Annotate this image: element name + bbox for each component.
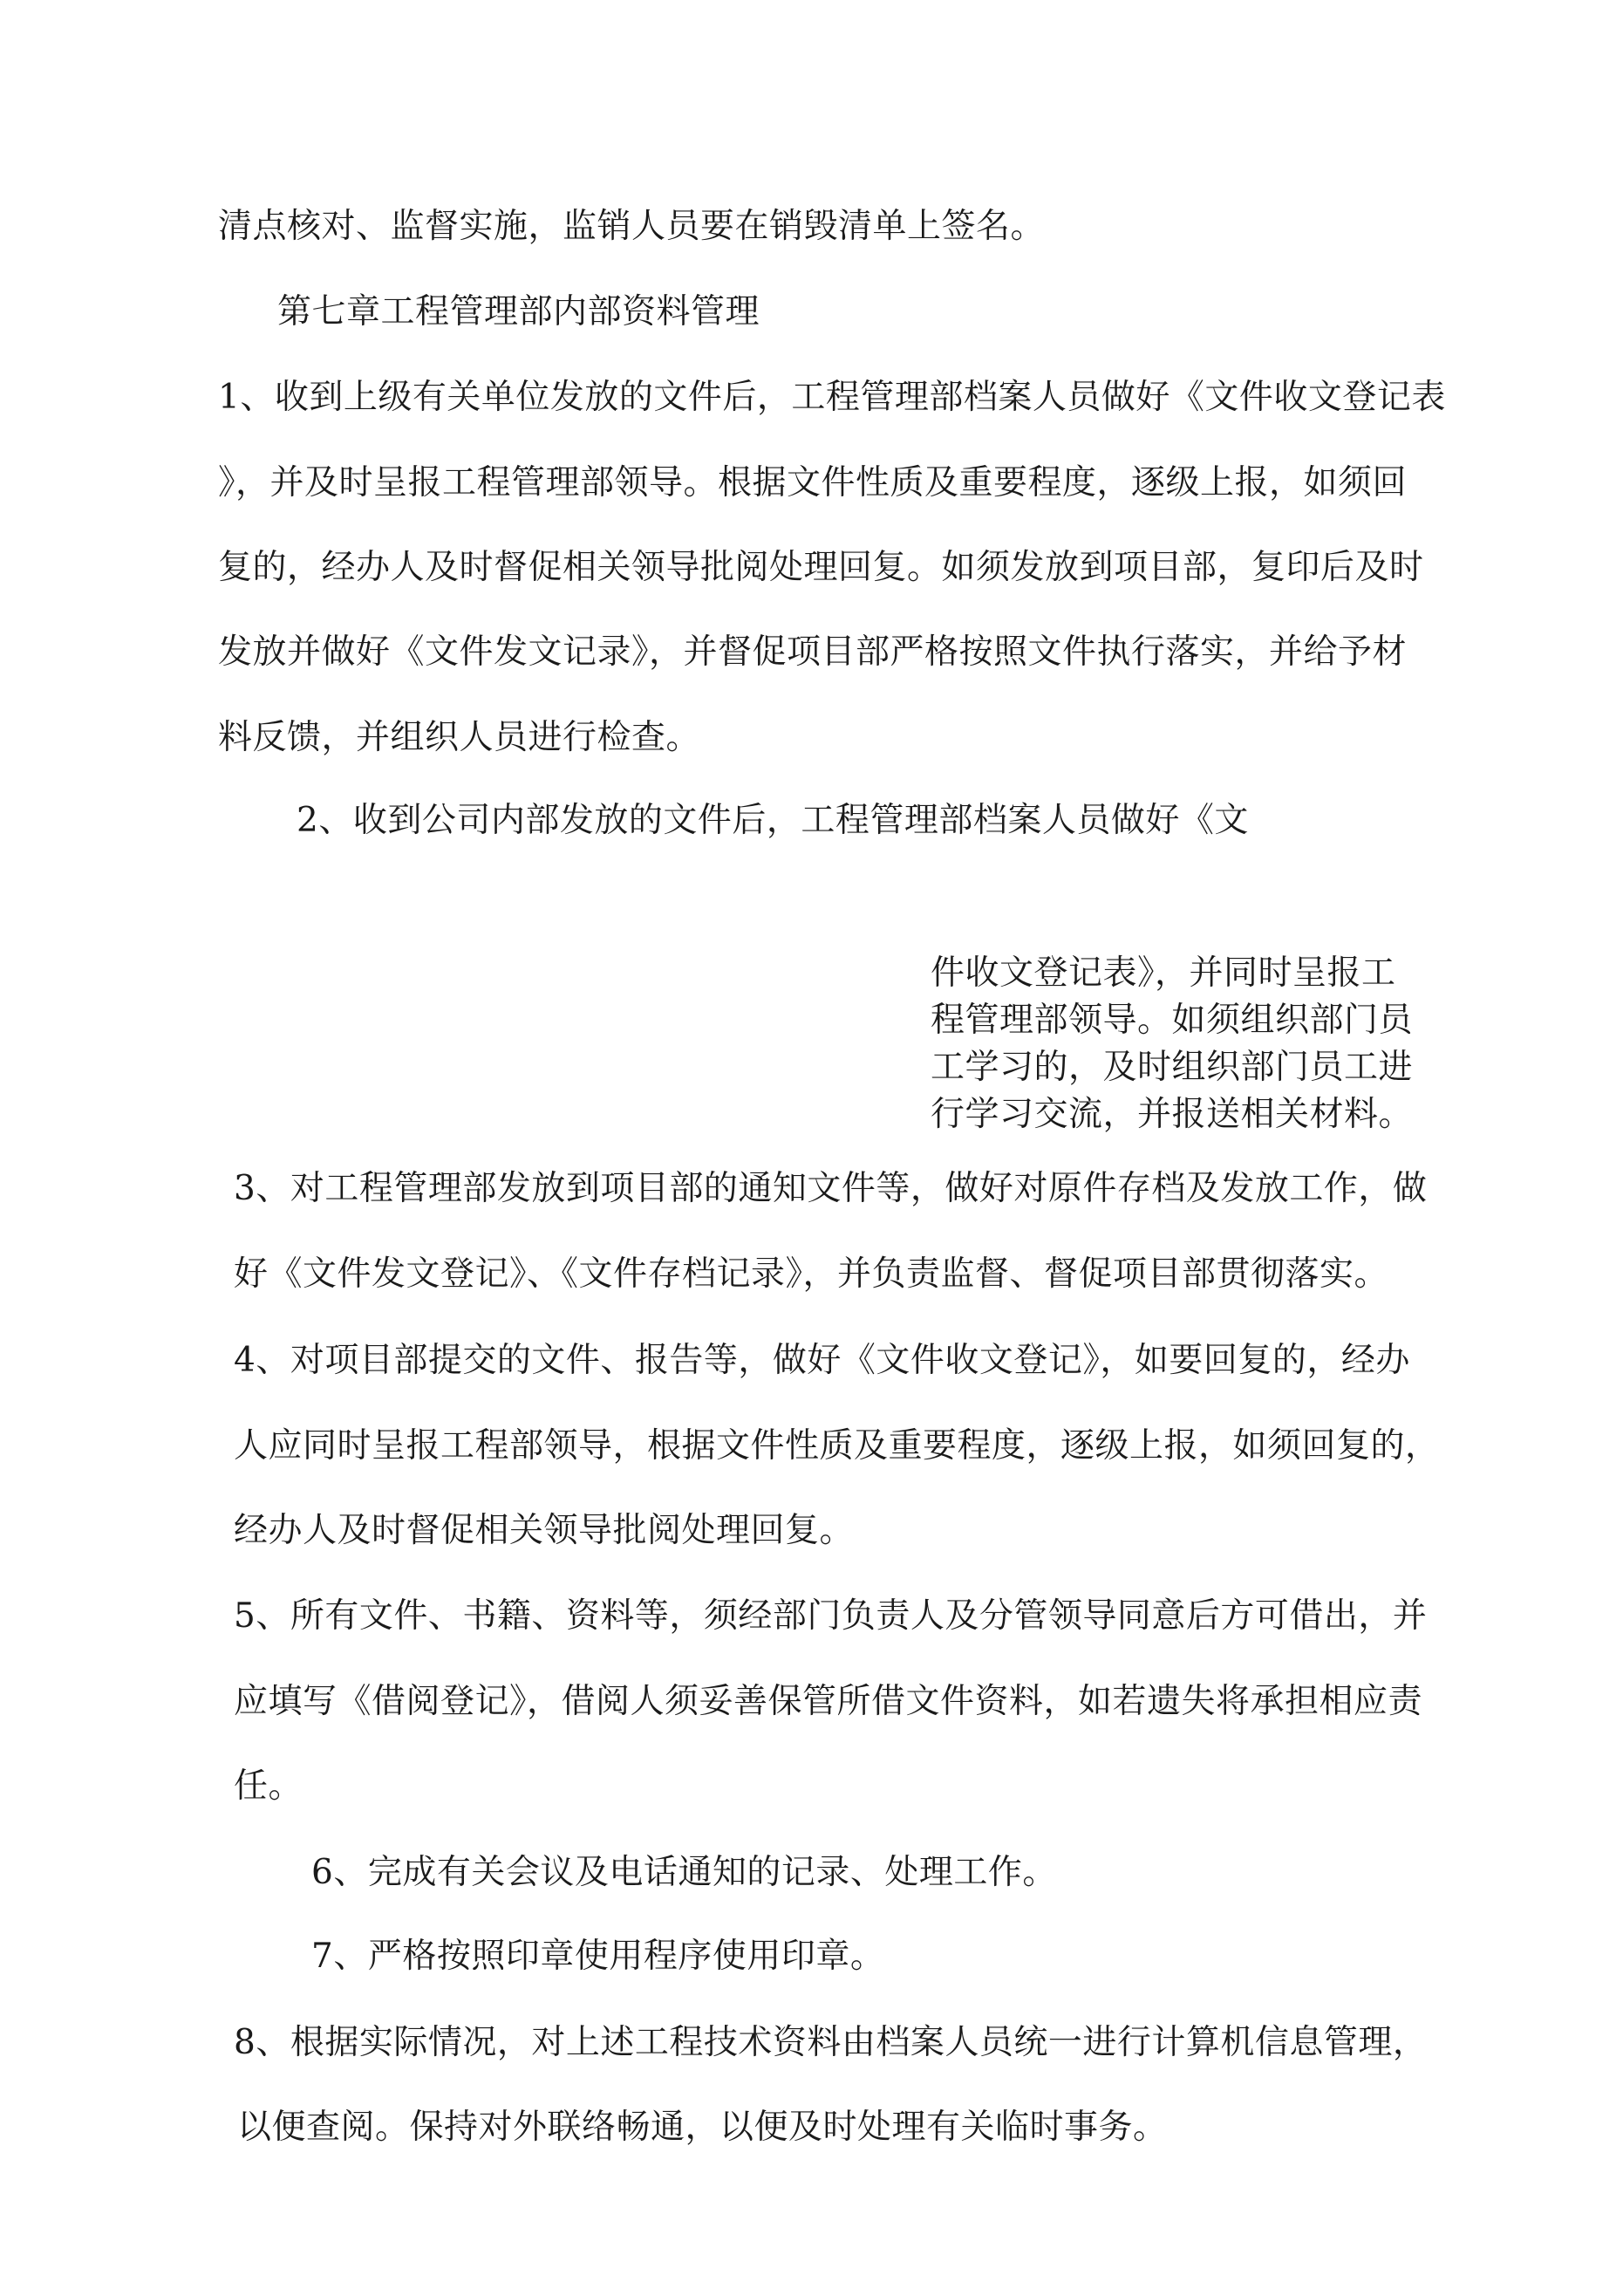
paragraph-3-line-1: 3、对工程管理部发放到项目部的通知文件等，做好对原件存档及发放工作，做 — [234, 1169, 1428, 1208]
paragraph-4-line-1: 4、对项目部提交的文件、报告等，做好《文件收文登记》，如要回复的，经办 — [234, 1341, 1410, 1380]
paragraph-line: 清点核对、监督实施，监销人员要在销毁清单上签名。 — [218, 207, 1046, 246]
paragraph-3-line-2: 好《文件发文登记》、《文件存档记录》，并负责监督、督促项目部贯彻落实。 — [234, 1254, 1389, 1294]
paragraph-1-line-1 — [218, 377, 1446, 419]
paragraph-2-cont-line-1: 件收文登记表》，并同时呈报工 — [931, 953, 1396, 993]
paragraph-1-line-4: 发放并做好《文件发文记录》，并督促项目部严格按照文件执行落实，并给予材 — [218, 632, 1408, 672]
paragraph-5-line-2: 应填写《借阅登记》，借阅人须妥善保管所借文件资料，如若遗失将承担相应责 — [234, 1682, 1423, 1721]
chapter-heading: 第七章工程管理部内部资料管理 — [277, 292, 760, 331]
paragraph-8-line-2: 以便查阅。保持对外联络畅通，以便及时处理有关临时事务。 — [237, 2108, 1168, 2147]
paragraph-4-line-2: 人应同时呈报工程部领导，根据文件性质及重要程度，逐级上报，如须回复的， — [234, 1426, 1440, 1466]
paragraph-1-line-2: 》，并及时呈报工程管理部领导。根据文件性质及重要程度，逐级上报，如须回 — [218, 463, 1408, 502]
text: 1、收到上级有关单位发放的文件后，工程管理部档案人员做好《文件收文登记表 — [218, 378, 1446, 417]
paragraph-2-cont-line-2: 程管理部领导。如须组织部门员 — [931, 1001, 1414, 1040]
paragraph-5-line-3: 任。 — [234, 1766, 303, 1806]
paragraph-7: 7、严格按照印章使用程序使用印章。 — [311, 1937, 885, 1976]
paragraph-5-line-1: 5、所有文件、书籍、资料等，须经部门负责人及分管领导同意后方可借出，并 — [234, 1596, 1428, 1636]
paragraph-1-line-3: 复的，经办人及时督促相关领导批阅处理回复。如须发放到项目部，复印后及时 — [218, 548, 1424, 587]
paragraph-2-line-1: 2、收到公司内部发放的文件后，工程管理部档案人员做好《文 — [297, 801, 1249, 840]
paragraph-6: 6、完成有关会议及电话通知的记录、处理工作。 — [311, 1853, 1057, 1892]
paragraph-2-cont-line-3: 工学习的，及时组织部门员工进 — [931, 1048, 1414, 1087]
paragraph-1-line-5: 料反馈，并组织人员进行检查。 — [218, 718, 701, 757]
paragraph-4-line-3: 经办人及时督促相关领导批阅处理回复。 — [234, 1511, 855, 1550]
paragraph-2-cont-line-4: 行学习交流，并报送相关材料。 — [931, 1095, 1414, 1134]
paragraph-8-line-1: 8、根据实际情况，对上述工程技术资料由档案人员统一进行计算机信息管理， — [234, 2023, 1428, 2062]
